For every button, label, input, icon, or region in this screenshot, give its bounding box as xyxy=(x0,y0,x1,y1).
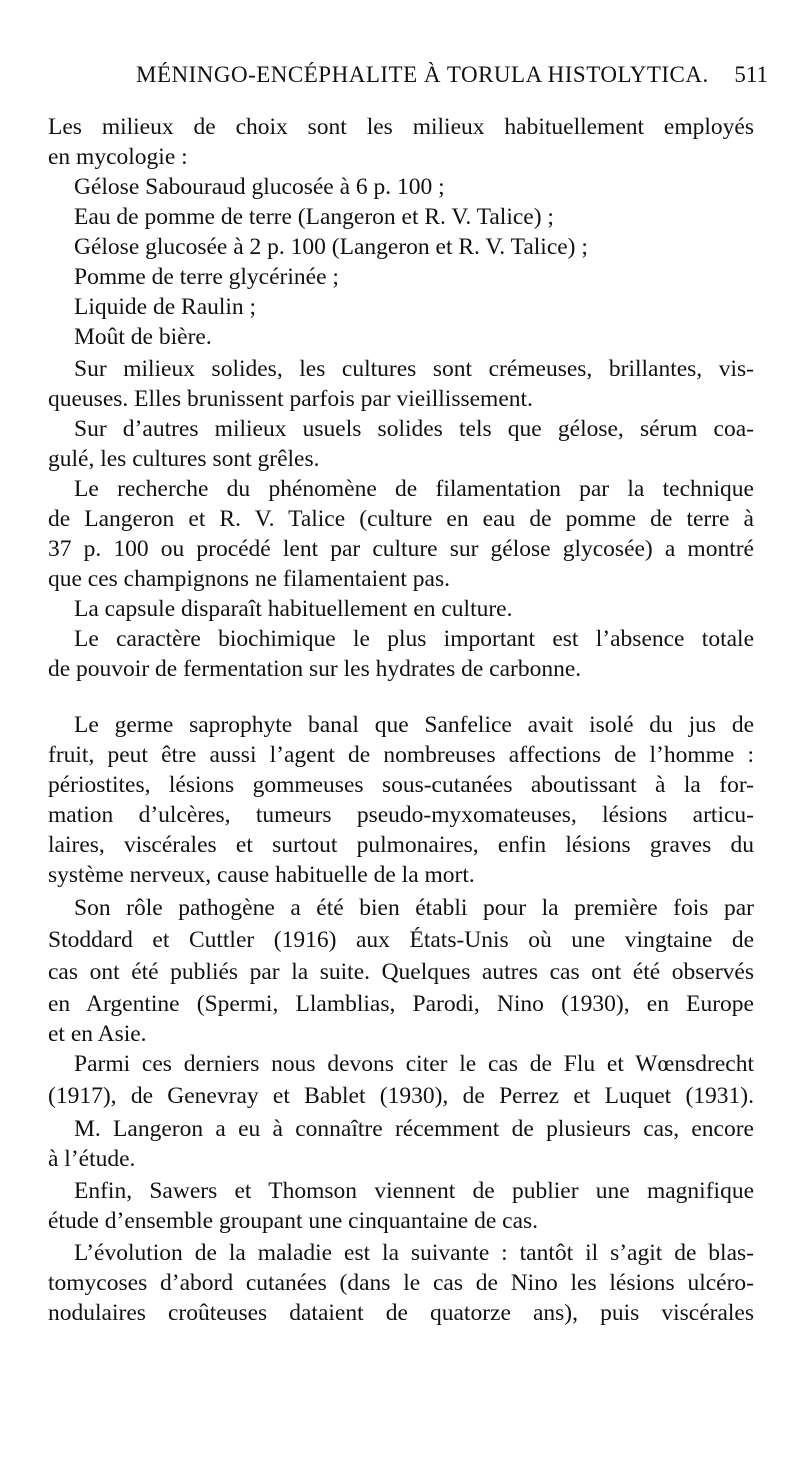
text-line: Pomme de terre glycérinée ; xyxy=(74,264,339,290)
text-line: Parmi ces derniers nous devons citer le cas de Flu et Wœnsdrecht xyxy=(74,1051,754,1077)
running-title: MÉNINGO-ENCÉPHALITE À TORULA HISTOLYTICA. xyxy=(136,62,709,87)
text-line: Moût de bière. xyxy=(74,324,212,350)
text-line: en Argentine (Spermi, Llamblias, Parodi, Nino (1930), en Europe xyxy=(48,991,754,1017)
text-line: nodulaires croûteuses dataient de quatorze ans), puis viscérales xyxy=(48,1300,754,1326)
text-line: fruit, peut être aussi l’agent de nombreuses affections de l’homme : xyxy=(48,742,754,768)
text-line: de Langeron et R. V. Talice (culture en eau de pomme de terre à xyxy=(48,506,754,532)
text-line: Son rôle pathogène a été bien établi pour la première fois par xyxy=(74,895,754,921)
text-line: Le recherche du phénomène de filamentation par la technique xyxy=(74,476,754,502)
text-line: système nerveux, cause habituelle de la mort. xyxy=(48,862,475,888)
text-line: 37 p. 100 ou procédé lent par culture sur gélose glycosée) a montré xyxy=(48,536,754,562)
text-line: de pouvoir de fermentation sur les hydrates de carbonne. xyxy=(48,656,582,682)
text-line: L’évolution de la maladie est la suivante : tantôt il s’agit de blas- xyxy=(74,1240,754,1266)
text-line: étude d’ensemble groupant une cinquantaine de cas. xyxy=(48,1208,539,1234)
text-line: Le germe saprophyte banal que Sanfelice avait isolé du jus de xyxy=(74,712,754,738)
text-line: Enfin, Sawers et Thomson viennent de publier une magnifique xyxy=(74,1178,754,1204)
page-number: 511 xyxy=(734,62,768,87)
text-line: Stoddard et Cuttler (1916) aux États-Unis où une vingtaine de xyxy=(48,927,754,953)
text-line: queuses. Elles brunissent parfois par vieillissement. xyxy=(48,386,533,412)
text-line: gulé, les cultures sont grêles. xyxy=(48,446,320,472)
text-line: mation d’ulcères, tumeurs pseudo-myxomateuses, lésions articu- xyxy=(48,802,754,828)
text-line: et en Asie. xyxy=(48,1021,147,1047)
text-line: tomycoses d’abord cutanées (dans le cas de Nino les lésions ulcéro- xyxy=(48,1270,754,1296)
text-line: laires, viscérales et surtout pulmonaires, enfin lésions graves du xyxy=(48,832,754,858)
text-line: en mycologie : xyxy=(48,144,188,170)
text-line: Eau de pomme de terre (Langeron et R. V. Talice) ; xyxy=(74,204,554,230)
text-line: Sur d’autres milieux usuels solides tels que gélose, sérum coa- xyxy=(74,416,754,442)
text-line: La capsule disparaît habituellement en culture. xyxy=(74,596,513,622)
text-line: Gélose glucosée à 2 p. 100 (Langeron et R. V. Talice) ; xyxy=(74,234,588,260)
text-line: périostites, lésions gommeuses sous-cutanées aboutissant à la for- xyxy=(48,772,754,798)
text-line: Les milieux de choix sont les milieux habituellement employés xyxy=(48,114,754,140)
text-line: M. Langeron a eu à connaître récemment de plusieurs cas, encore xyxy=(74,1116,754,1142)
text-line: Le caractère biochimique le plus important est l’absence totale xyxy=(74,626,754,652)
text-line: que ces champignons ne filamentaient pas. xyxy=(48,566,450,592)
text-line: à l’étude. xyxy=(48,1146,136,1172)
text-line: (1917), de Genevray et Bablet (1930), de Perrez et Luquet (1931). xyxy=(48,1083,754,1109)
text-line: Sur milieux solides, les cultures sont crémeuses, brillantes, vis- xyxy=(74,356,754,382)
text-line: Liquide de Raulin ; xyxy=(74,294,257,320)
text-line: Gélose Sabouraud glucosée à 6 p. 100 ; xyxy=(74,174,445,200)
text-line: cas ont été publiés par la suite. Quelques autres cas ont été observés xyxy=(48,959,754,985)
running-head xyxy=(48,62,768,98)
